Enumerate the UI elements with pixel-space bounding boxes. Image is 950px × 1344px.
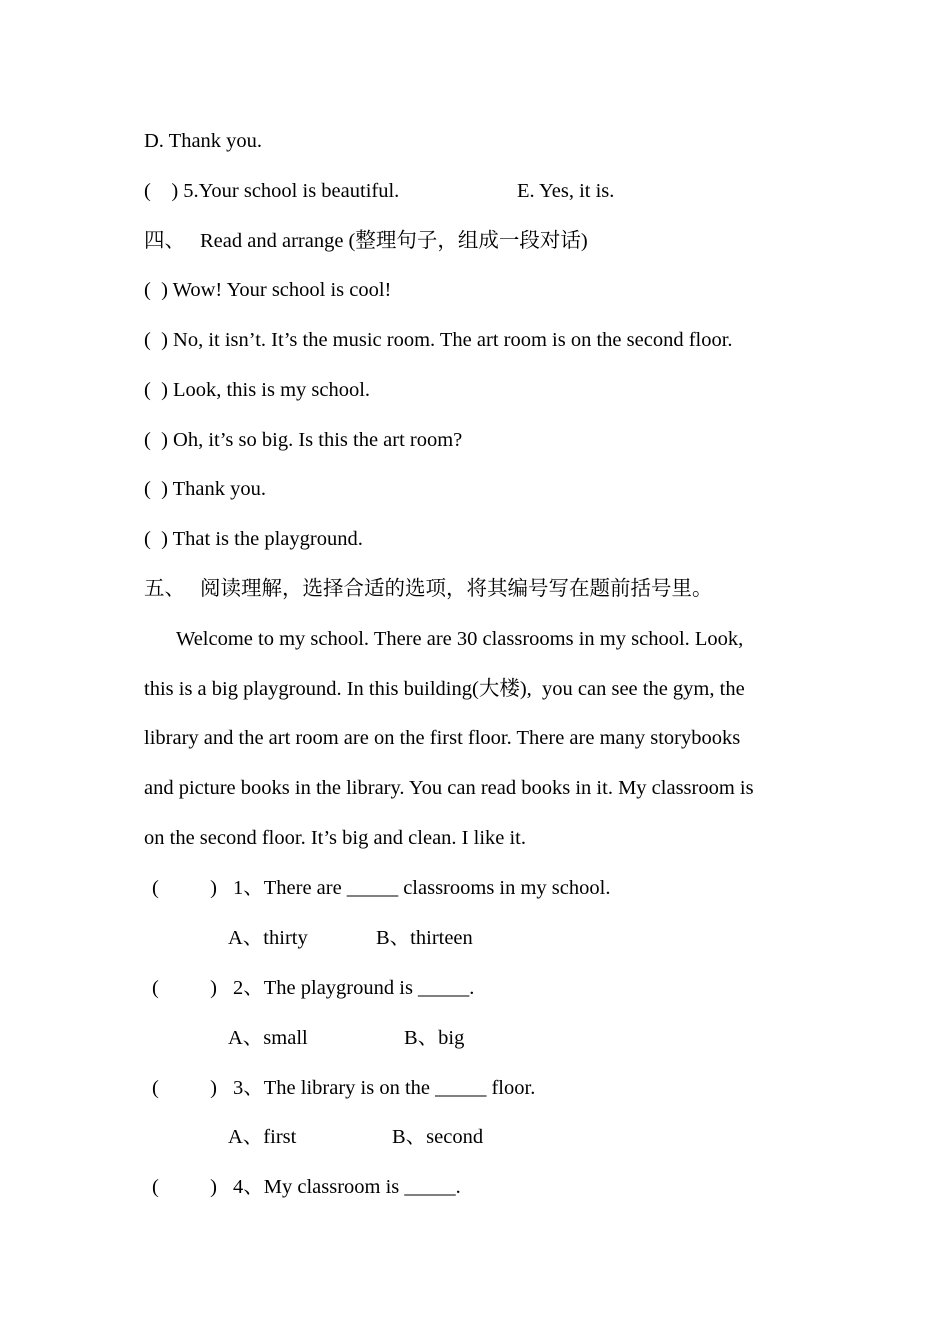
arrange-item: ( ) That is the playground. <box>144 528 363 550</box>
answer-paren: ( ) <box>152 1077 217 1099</box>
question-text: 4、My classroom is _____. <box>233 1176 461 1198</box>
arrange-item: ( ) Look, this is my school. <box>144 379 371 401</box>
option-e: E. Yes, it is. <box>517 180 615 202</box>
passage-line: this is a big playground. In this building(大楼), you can see the gym, the <box>144 678 745 700</box>
section-5-heading-number: 五、 <box>144 578 185 600</box>
answer-paren: ( ) <box>152 877 217 899</box>
option-a: A、first <box>228 1126 297 1148</box>
question-5: ( ) 5.Your school is beautiful. <box>144 180 400 202</box>
passage-line: on the second floor. It’s big and clean. I like it. <box>144 827 527 849</box>
answer-paren: ( ) <box>152 977 217 999</box>
option-d: D. Thank you. <box>144 130 263 152</box>
option-a: A、small <box>228 1027 308 1049</box>
arrange-item: ( ) Thank you. <box>144 478 267 500</box>
arrange-item: ( ) No, it isn’t. It’s the music room. The art room is on the second floor. <box>144 329 733 351</box>
section-5-heading: 阅读理解，选择合适的选项，将其编号写在题前括号里。 <box>200 578 713 600</box>
arrange-item: ( ) Wow! Your school is cool! <box>144 279 392 301</box>
section-4-heading-number: 四、 <box>144 230 185 252</box>
passage-line: library and the art room are on the first floor. There are many storybooks <box>144 727 741 749</box>
arrange-item: ( ) Oh, it’s so big. Is this the art room? <box>144 429 463 451</box>
passage-line: and picture books in the library. You can read books in it. My classroom is <box>144 777 754 799</box>
option-b: B、big <box>404 1027 465 1049</box>
question-text: 3、The library is on the _____ floor. <box>233 1077 536 1099</box>
section-4-heading: Read and arrange (整理句子，组成一段对话) <box>200 230 588 252</box>
question-text: 1、There are _____ classrooms in my school. <box>233 877 611 899</box>
option-b: B、thirteen <box>376 927 473 949</box>
question-text: 2、The playground is _____. <box>233 977 475 999</box>
passage-line: Welcome to my school. There are 30 classrooms in my school. Look, <box>176 628 744 650</box>
option-b: B、second <box>392 1126 484 1148</box>
option-a: A、thirty <box>228 927 308 949</box>
answer-paren: ( ) <box>152 1176 217 1198</box>
